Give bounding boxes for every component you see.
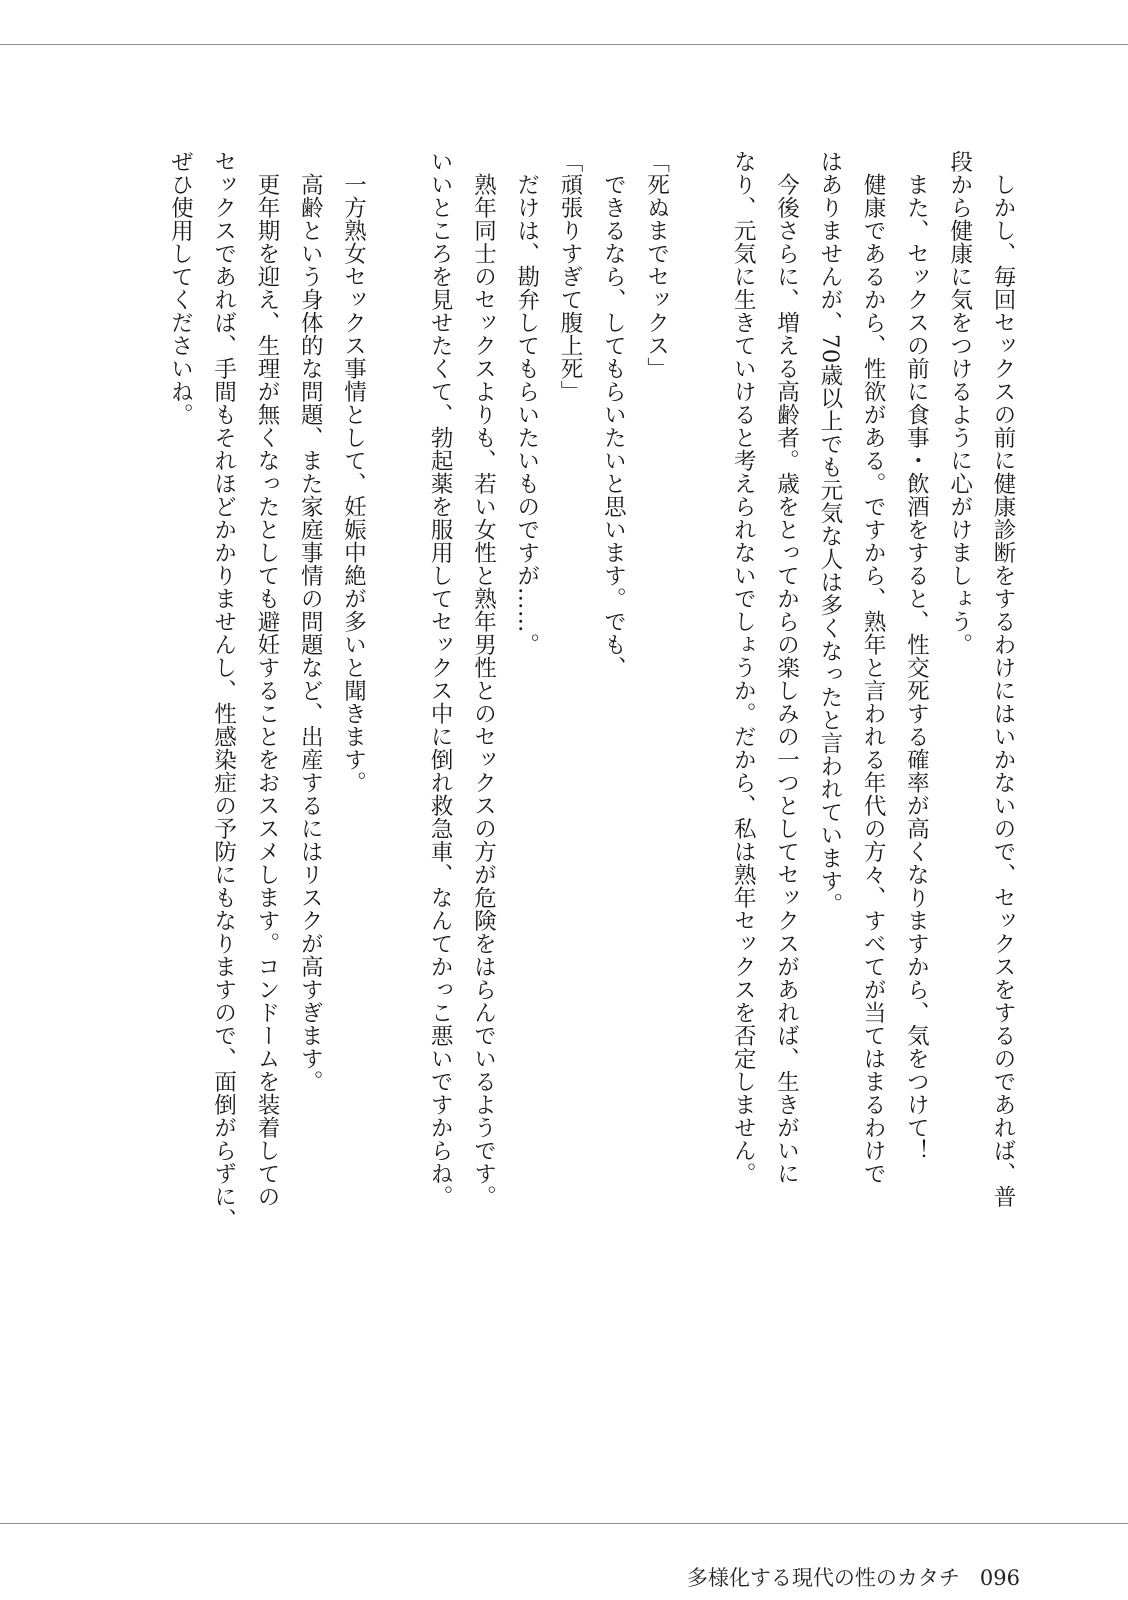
page-number: 096 [979,1566,1020,1590]
text-column: いいところを見せたくて、勃起薬を服用してセックス中に倒れ救急車、なんてかっこ悪いですからね。 [427,150,454,1208]
text-column: 高齢という身体的な問題、また家庭事情の問題など、出産するにはリスクが高すぎます。 [297,150,324,1093]
text-column: できるなら、してもらいたいと思います。でも、 [600,150,627,679]
paragraph-gap [678,150,721,1320]
paragraph-gap [375,150,418,1320]
text-column: なり、元気に生きていけると考えられないでしょうか。だから、私は熟年セックスを否定しません。 [730,150,757,1185]
bottom-rule [0,1523,1128,1524]
running-footer [687,1562,1020,1592]
vertical-body-text [158,150,1024,1320]
text-column: 「死ぬまでセックス」 [643,150,670,380]
text-column: はありませんが、70歳以上でも元気な人は多くなったと言われています。 [816,150,843,916]
text-column: セックスであれば、手間もそれほどかかりませんし、性感染症の予防にもなりますので、面倒がらずに、 [210,150,237,1231]
text-column: 健康であるから、性欲がある。ですから、熟年と言われる年代の方々、すべてが当てはまるわけで [860,150,887,1185]
top-rule [0,44,1128,45]
chapter-title: 多様化する現代の性のカタチ [686,1566,960,1590]
text-column: だけは、勘弁してもらいたいものですが……。 [513,150,540,656]
text-column: しかし、毎回セックスの前に健康診断をするわけにはいかないので、セックスをするのであれば、普 [990,150,1016,1208]
text-column: 一方熟女セックス事情として、妊娠中絶が多いと聞きます。 [340,150,367,794]
text-column: 段から健康に気をつけるように心がけましょう。 [946,150,973,656]
text-column: ぜひ使用してくださいね。 [167,150,194,426]
text-column: 今後さらに、増える高齢者。歳をとってからの楽しみの一つとしてセックスがあれば、生きがいに [773,150,800,1185]
text-column: 熟年同士のセックスよりも、若い女性と熟年男性とのセックスの方が危険をはらんでいるようです。 [470,150,497,1208]
text-column: 更年期を迎え、生理が無くなったとしても避妊することをおススメします。コンドームを装着しての [253,150,280,1208]
text-column: また、セックスの前に食事・飲酒をすると、性交死する確率が高くなりますから、気をつけて！ [903,150,930,1162]
text-column: 「頑張りすぎて腹上死」 [557,150,584,403]
